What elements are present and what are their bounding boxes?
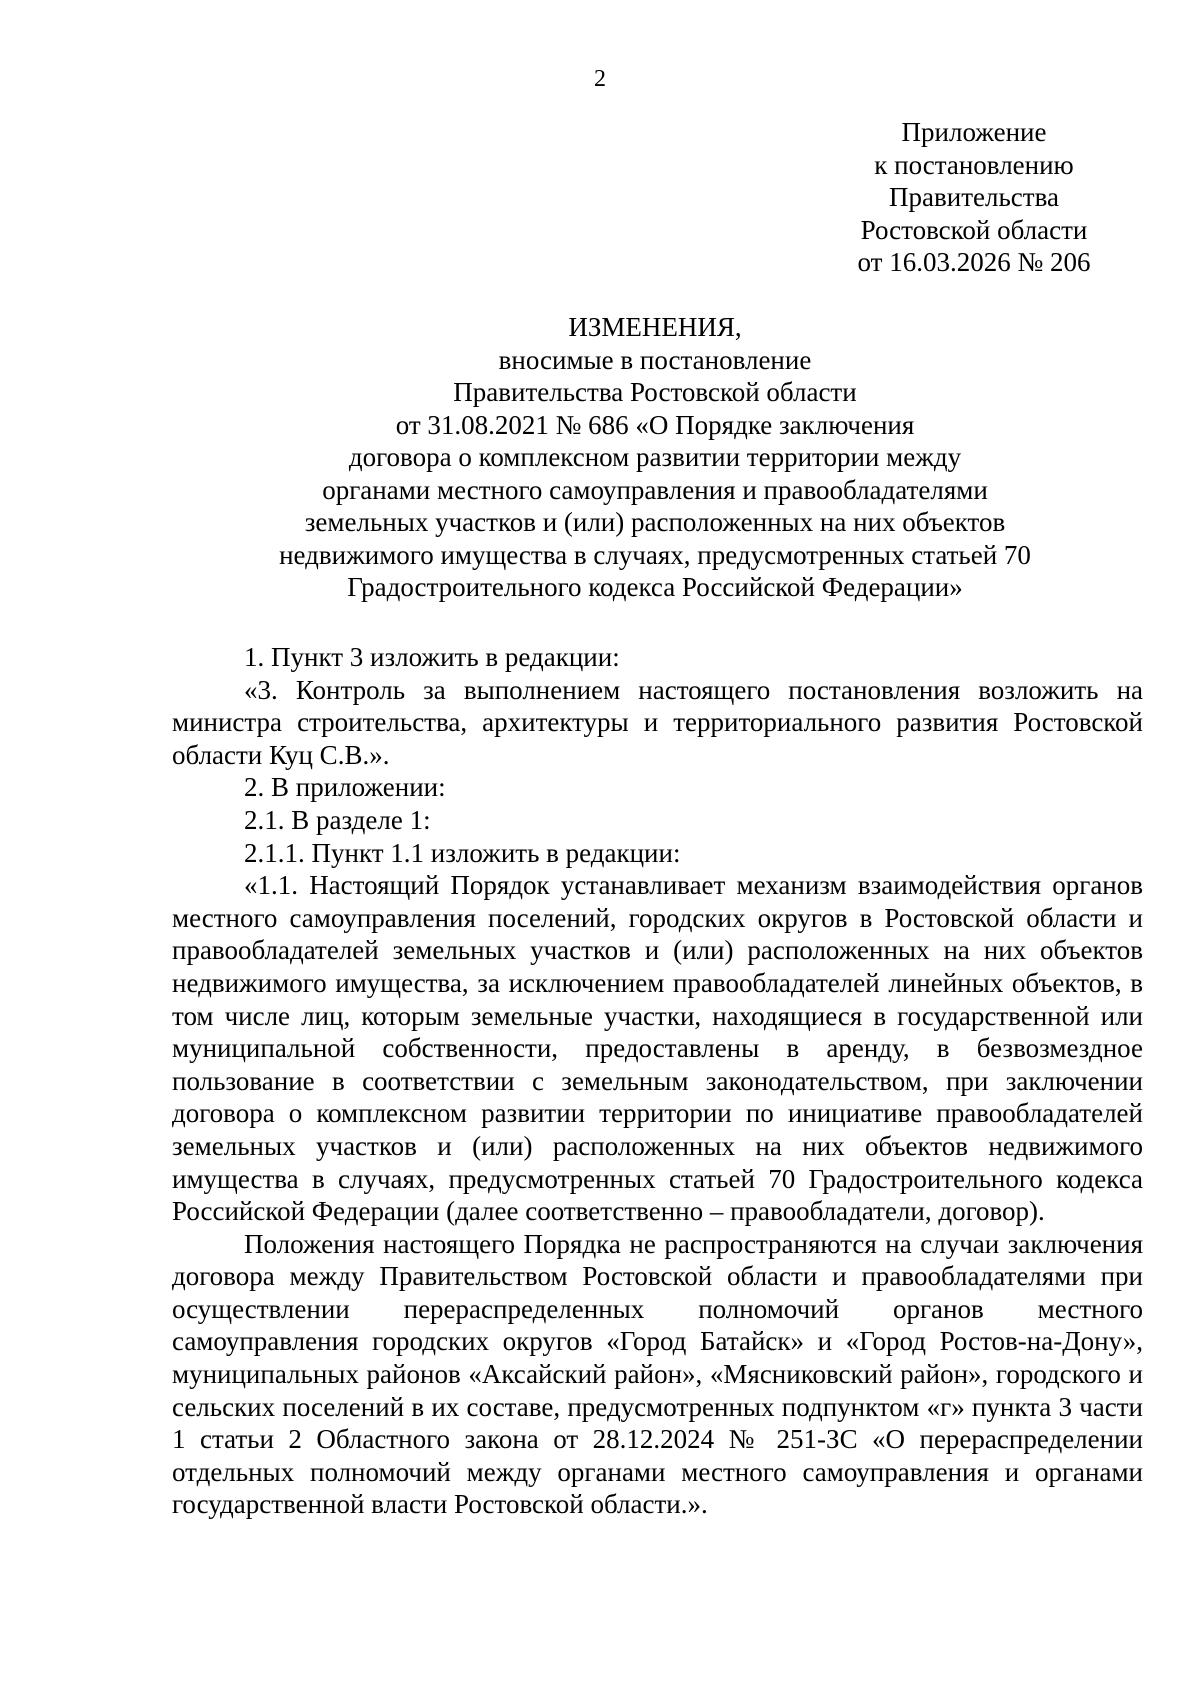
- appendix-line: к постановлению: [874, 149, 1074, 180]
- document-subtitle-line: от 31.08.2021 № 686 «О Порядке заключения: [395, 409, 915, 440]
- paragraph-item-2: 2. В приложении:: [244, 772, 446, 803]
- paragraph-exclusions: Положения настоящего Порядка не распространяются на случаи заключения договора между Правительством Ростовской области и правообладателями при осуществлении перераспределенных полномочий органов местного самоуправления городских округов «Город Батайск» и «Город Ростов-на-Дону», муниципальных районов «Аксайский район», «Мясниковский район», городского и сельских поселений в их составе, предусмотренных подпунктом «г» пункта 3 части 1 статьи 2 Областного закона от 28.12.2024 № 251-ЗС «О перераспределении отдельных полномочий между органами местного самоуправления и органами государственной власти Ростовской области.».: [172, 1228, 1143, 1520]
- document-subtitle-line: Правительства Ростовской области: [453, 377, 857, 407]
- document-title-block: [170, 311, 1140, 604]
- paragraph-item-2-1: 2.1. В разделе 1:: [244, 804, 431, 835]
- document-body: [172, 641, 1143, 1521]
- document-subtitle-line: земельных участков и (или) расположенных на них объектов: [304, 507, 1006, 537]
- document-subtitle-line: органами местного самоуправления и правообладателями: [322, 474, 988, 505]
- appendix-line: Правительства: [889, 182, 1059, 212]
- document-subtitle-line: договора о комплексном развитии территории между: [348, 442, 962, 472]
- document-subtitle-line: Градостроительного кодекса Российской Федерации»: [347, 572, 963, 602]
- page-number: 2: [594, 66, 606, 92]
- appendix-block: [844, 116, 1104, 279]
- appendix-date-number: от 16.03.2026 № 206: [857, 247, 1091, 277]
- document-subtitle-line: вносимые в постановление: [498, 344, 812, 375]
- appendix-line: Ростовской области: [860, 214, 1088, 245]
- document-heading: ИЗМЕНЕНИЯ,: [568, 312, 742, 342]
- paragraph-item-1: 1. Пункт 3 изложить в редакции:: [244, 642, 620, 672]
- paragraph-quoted-item-1-1: «1.1. Настоящий Порядок устанавливает механизм взаимодействия органов местного самоуправления поселений, городских округов в Ростовской области и правообладателей земельных участков и (или) расположенных на них объектов недвижимого имущества, за исключением правообладателей линейных объектов, в том числе лиц, которым земельные участки, находящиеся в государственной или муниципальной собственности, предоставлены в аренду, в безвозмездное пользование в соответствии с земельным законодательством, при заключении договора о комплексном развитии территории по инициативе правообладателей земельных участков и (или) расположенных на них объектов недвижимого имущества в случаях, предусмотренных статьей 70 Градостроительного кодекса Российской Федерации (далее соответственно – правообладатели, договор).: [172, 870, 1143, 1227]
- paragraph-quoted-item-3: «3. Контроль за выполнением настоящего постановления возложить на министра строительства, архитектуры и территориального развития Ростовской области Куц С.В.».: [172, 674, 1143, 770]
- appendix-line: Приложение: [901, 117, 1047, 147]
- document-subtitle-line: недвижимого имущества в случаях, предусмотренных статьей 70: [279, 539, 1031, 570]
- paragraph-item-2-1-1: 2.1.1. Пункт 1.1 изложить в редакции:: [244, 837, 681, 868]
